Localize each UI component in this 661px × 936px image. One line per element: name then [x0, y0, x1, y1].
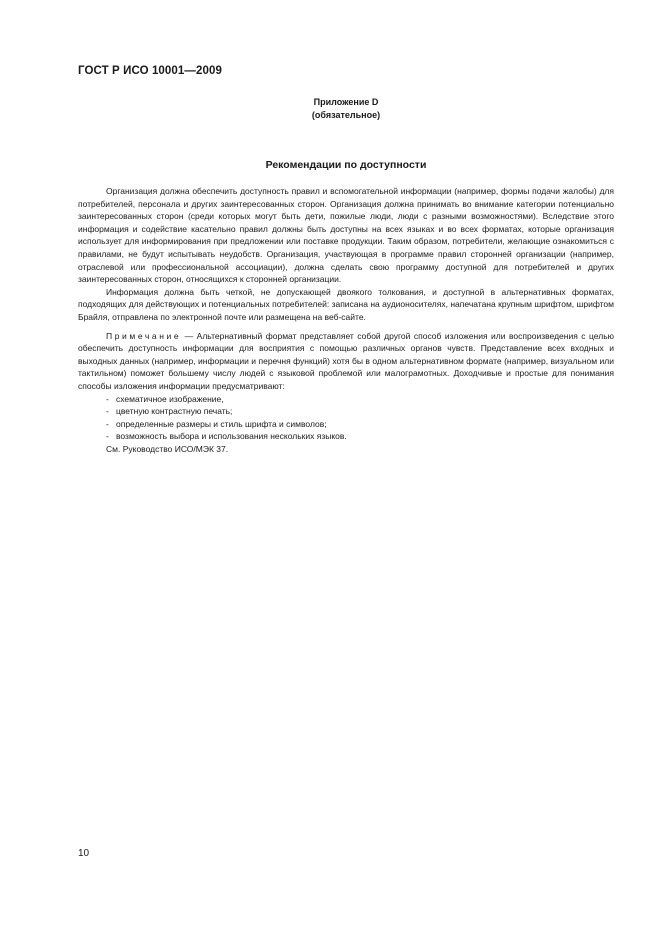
list-item-text: схематичное изображение,: [116, 393, 224, 404]
dash-bullet: -: [106, 431, 109, 442]
note-label: Примечание: [106, 330, 182, 341]
paragraph: Организация должна обеспечить доступность правил и вспомогательной информации (например, формы подачи жалобы) для потребителей, персонала и других заинтересованных сторон. Организация должна принимать во внимание категории потенциально заинтересованных сторон (среди которых могут быть дети, пожилые люди, люди с разными возможностями). Вследствие этого информация и содействие касательно правил должны быть доступны на всех языках и во всех форматах, которые организация использует для информирования при предложении или поставке продукции. Таким образом, потребители, желающие ознакомиться с правилами, не будут испытывать неудобств. Организация, участвующая в программе правил сторонней организации (например, отраслевой или профессиональной ассоциации), должна сделать свою программу доступной для потребителей и других заинтересованных сторон, относящихся к сторонней организации.: [78, 186, 614, 285]
list-item: [78, 430, 614, 443]
list-item-text: цветную контрастную печать;: [116, 406, 233, 417]
document-body: [78, 185, 614, 455]
note-text: — Альтернативный формат представляет собой другой способ изложения или воспроизведения с целью обеспечить доступность информации для восприятия с помощью различных органов чувств. Представление всех входных и выходных данных (например, информации и перечня функций) хотя бы в одном альтернативном формате (например, визуальном или тактильном) поможет большему числу людей с языковой проблемой или малограмотных. Доходчивые и простые для понимания способы изложения информации предусматривают:: [78, 330, 614, 391]
list-item-text: возможность выбора и использования нескольких языков.: [116, 431, 347, 442]
paragraph: Информация должна быть четкой, не допускающей двоякого толкования, и доступной в альтернативных форматах, подходящих для действующих и потенциальных потребителей: записана на аудионосителях, напечатана крупным шрифтом, шрифтом Брайля, отправлена по электронной почте или размещена на веб-сайте.: [78, 286, 614, 322]
list-item: [78, 393, 614, 406]
section-title: Рекомендации по доступности: [265, 159, 427, 171]
dash-bullet: -: [106, 393, 109, 404]
document-header: ГОСТ Р ИСО 10001—2009: [78, 65, 223, 77]
note: [78, 330, 614, 393]
list-item: [78, 418, 614, 431]
list-item-text: определенные размеры и стиль шрифта и символов;: [116, 418, 327, 429]
appendix-heading: [78, 96, 614, 122]
note-list: [78, 393, 614, 443]
dash-bullet: -: [106, 406, 109, 417]
list-item: [78, 405, 614, 418]
page-number: 10: [78, 848, 90, 859]
reference-line: См. Руководство ИСО/МЭК 37.: [106, 443, 229, 454]
appendix-label: Приложение D: [313, 97, 379, 107]
appendix-status: (обязательное): [311, 110, 381, 120]
dash-bullet: -: [106, 418, 109, 429]
